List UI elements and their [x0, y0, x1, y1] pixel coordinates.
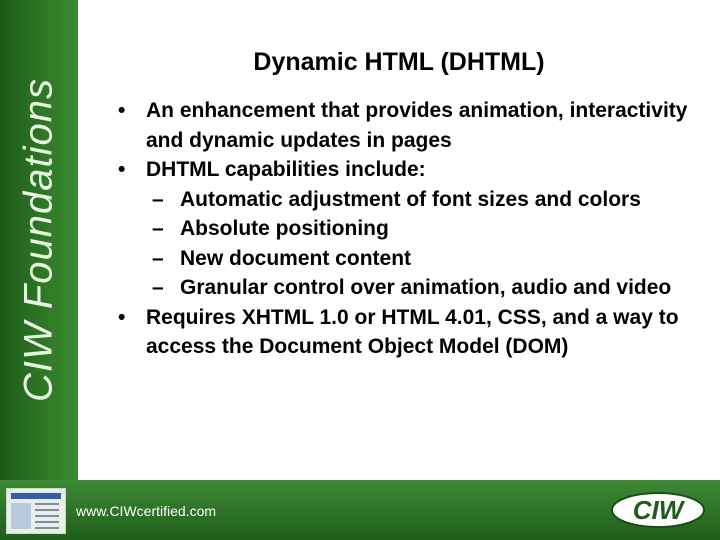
footer-url-link[interactable]: www.CIWcertified.com	[76, 503, 217, 519]
sub-bullet-text: Granular control over animation, audio and video	[180, 276, 672, 299]
sub-bullet-text: Absolute positioning	[180, 217, 389, 240]
sidebar-brand-text: CIW Foundations	[16, 77, 61, 403]
bullet-mark: •	[118, 305, 126, 329]
sub-bullet-text: Automatic adjustment of font sizes and colors	[180, 187, 641, 211]
brand-sidebar	[0, 0, 78, 480]
bullet-list	[112, 96, 702, 362]
bullet-text: An enhancement that provides animation, interactivity and dynamic updates in pages	[146, 99, 688, 152]
bullet-mark: •	[118, 158, 126, 181]
sub-bullet-mark: –	[152, 246, 164, 270]
bullet-text: DHTML capabilities include:	[146, 158, 426, 181]
sub-bullet-mark: –	[152, 217, 164, 240]
slide-title: Dynamic HTML (DHTML)	[253, 48, 545, 76]
logo-text: CIW	[632, 495, 684, 525]
sub-bullet-text: New document content	[180, 246, 412, 270]
sub-bullet-item	[112, 214, 702, 244]
bullet-mark: •	[118, 99, 126, 122]
bullet-item	[112, 155, 702, 185]
sub-bullet-item	[112, 185, 702, 215]
bullet-text: Requires XHTML 1.0 or HTML 4.01, CSS, and a way to access the Document Object Model (DOM)	[146, 305, 679, 358]
ciw-logo-icon	[610, 490, 706, 530]
sub-bullet-item	[112, 244, 702, 274]
sub-bullet-mark: –	[152, 187, 164, 211]
browser-thumbnail-icon	[6, 488, 66, 534]
sub-bullet-mark: –	[152, 276, 164, 299]
bullet-item	[112, 96, 702, 155]
bullet-item	[112, 303, 702, 362]
sub-bullet-item	[112, 273, 702, 303]
